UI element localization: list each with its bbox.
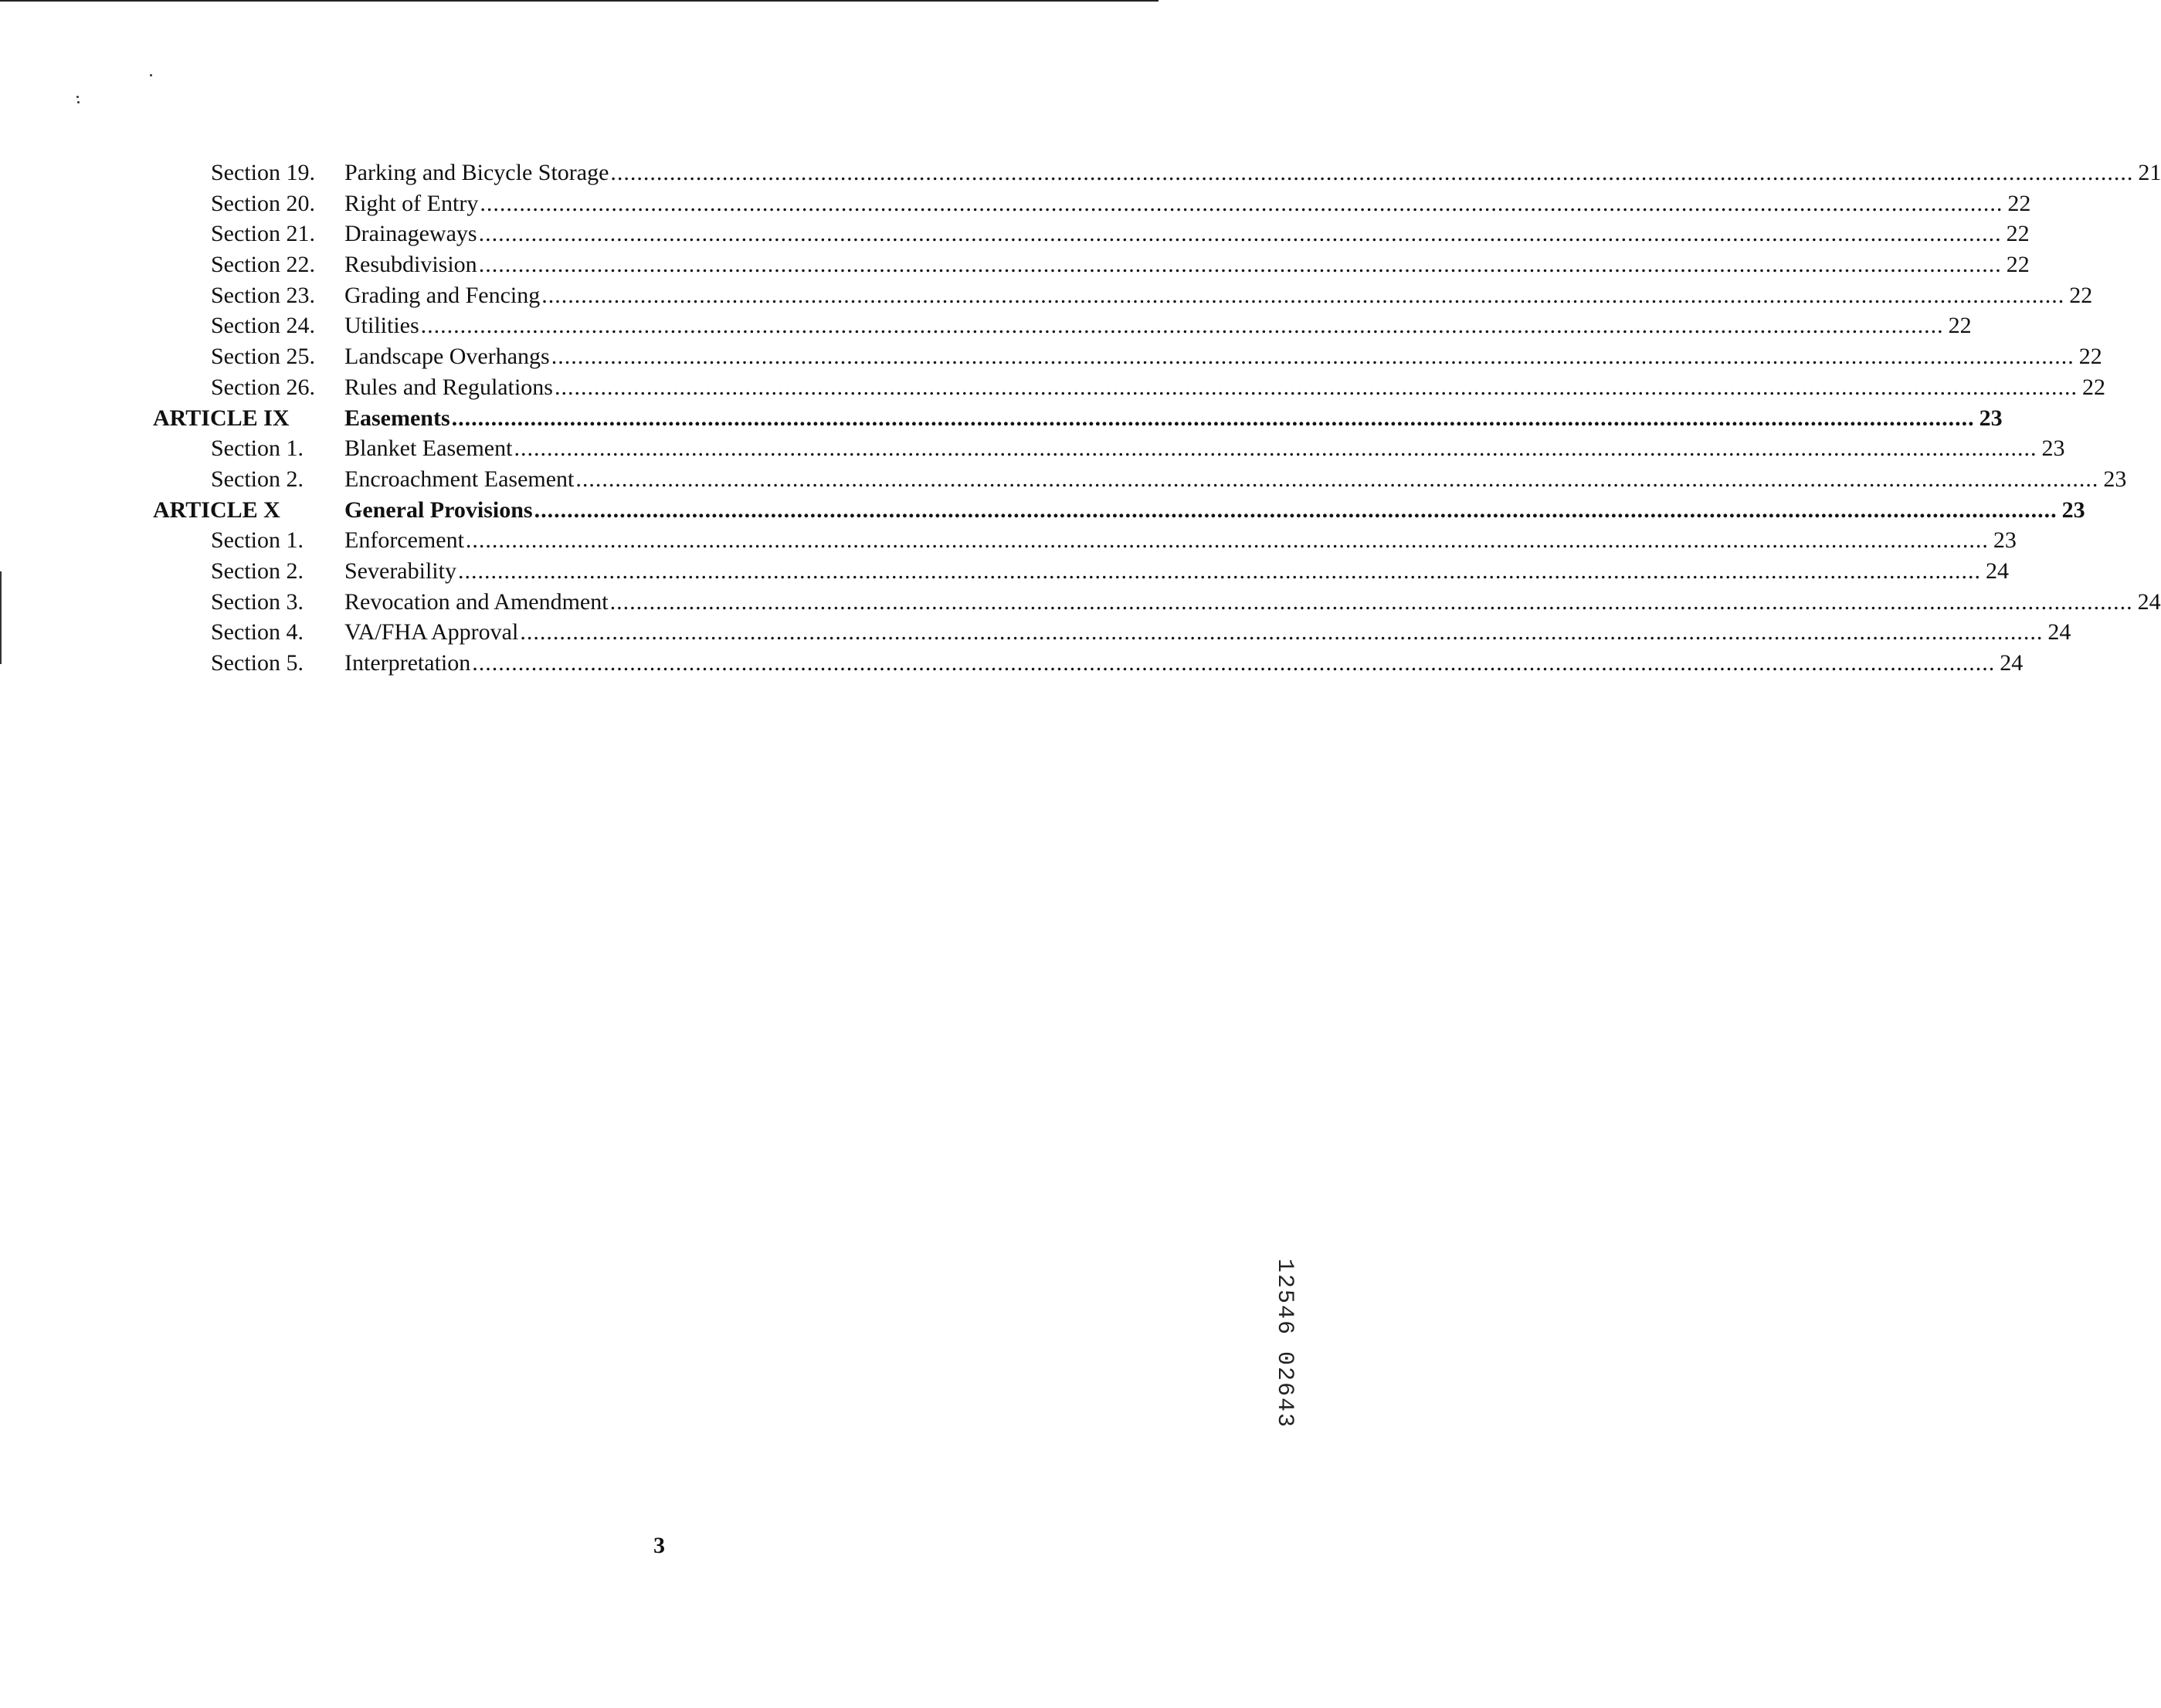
toc-entry-label: Section 26. (211, 374, 315, 400)
toc-entry (153, 219, 2030, 249)
svg-text:12546 02643: 12546 02643 (1271, 1259, 1298, 1429)
toc-entry-title: VA/FHA Approval (344, 619, 519, 646)
document-number-stamp-text (1265, 1245, 1298, 1453)
toc-entry-page: 22 (2078, 344, 2102, 370)
dot-leader (610, 587, 2133, 618)
toc-entry-label: Section 5. (211, 650, 304, 676)
toc-entry (153, 280, 2093, 311)
dot-leader (541, 280, 2064, 311)
toc-entry-label: Section 3. (211, 588, 304, 615)
toc-entry (153, 249, 2030, 280)
toc-entry-title: Enforcement (344, 527, 464, 554)
toc-entry-page: 23 (2103, 466, 2127, 492)
dot-leader (472, 648, 1995, 679)
toc-entry-label: Section 22. (211, 252, 315, 278)
toc-entry-label: Section 19. (211, 160, 315, 185)
toc-entry-label: Section 25. (211, 344, 315, 370)
toc-entry-page: 21 (2138, 160, 2161, 185)
toc-entry-title: Landscape Overhangs (344, 344, 550, 370)
toc-entry (153, 158, 2161, 188)
toc-entry (153, 587, 2161, 618)
toc-article-heading (153, 403, 2003, 434)
toc-entry (153, 648, 2024, 679)
table-of-contents (153, 158, 2161, 679)
toc-entry (153, 341, 2102, 372)
toc-entry-title: Blanket Easement (344, 435, 513, 462)
dot-leader (534, 495, 2058, 526)
toc-entry-label: Section 1. (211, 435, 304, 462)
toc-entry (153, 372, 2105, 403)
dot-leader (575, 464, 2098, 495)
dot-leader (520, 617, 2043, 648)
toc-entry-label: Section 20. (211, 190, 315, 216)
toc-entry (153, 525, 2017, 556)
dot-leader (480, 188, 2003, 219)
dot-leader (458, 556, 1981, 587)
toc-entry (153, 556, 2009, 587)
toc-entry-page: 24 (1985, 557, 2009, 584)
toc-entry-label: Section 23. (211, 282, 315, 308)
dot-leader (479, 249, 2002, 280)
toc-entry (153, 617, 2071, 648)
toc-article-heading (153, 495, 2085, 526)
toc-entry-label: Section 2. (211, 557, 304, 584)
toc-entry-label: Section 2. (211, 466, 304, 492)
scan-speck (150, 74, 152, 76)
toc-entry-page: 22 (2081, 374, 2105, 400)
dot-leader (514, 433, 2037, 464)
toc-entry-page: 23 (2061, 496, 2085, 523)
toc-entry-title: Encroachment Easement (344, 466, 575, 492)
toc-entry-label: Section 21. (211, 221, 315, 247)
toc-entry-title: Severability (344, 557, 456, 584)
scan-edge-left (0, 571, 2, 664)
toc-entry-label: ARTICLE IX (153, 405, 290, 431)
toc-entry-title: General Provisions (344, 496, 533, 523)
toc-entry-page: 23 (1993, 527, 2017, 554)
scan-speck (76, 96, 79, 98)
toc-entry-title: Revocation and Amendment (344, 588, 609, 615)
toc-entry-page: 23 (2041, 435, 2065, 462)
scan-edge-top (0, 0, 1159, 2)
toc-entry-page: 22 (2006, 221, 2030, 247)
toc-entry-page: 22 (1948, 313, 1972, 339)
toc-entry-title: Interpretation (344, 650, 471, 676)
dot-leader (551, 341, 2074, 372)
dot-leader (610, 158, 2133, 188)
toc-entry (153, 310, 1972, 341)
dot-leader (466, 525, 1989, 556)
toc-entry-page: 24 (2047, 619, 2071, 646)
toc-entry-page: 23 (1979, 405, 2003, 431)
toc-entry (153, 464, 2127, 495)
toc-entry-page: 22 (2006, 252, 2030, 278)
document-number-stamp (1265, 1245, 1298, 1453)
toc-entry-title: Right of Entry (344, 190, 479, 216)
dot-leader (479, 219, 2002, 249)
toc-entry-label: ARTICLE X (153, 496, 280, 523)
toc-entry-label: Section 1. (211, 527, 304, 554)
toc-entry-page: 22 (2069, 282, 2093, 308)
toc-entry-title: Easements (344, 405, 450, 431)
toc-entry-title: Parking and Bicycle Storage (344, 160, 609, 185)
toc-entry-title: Resubdivision (344, 252, 477, 278)
dot-leader (421, 310, 1944, 341)
toc-entry-title: Utilities (344, 313, 419, 339)
toc-entry-label: Section 4. (211, 619, 304, 646)
toc-entry-page: 24 (2137, 588, 2161, 615)
toc-entry-page: 22 (2007, 190, 2031, 216)
toc-entry-title: Grading and Fencing (344, 282, 541, 308)
toc-entry-title: Rules and Regulations (344, 374, 553, 400)
dot-leader (452, 403, 1975, 434)
dot-leader (555, 372, 2078, 403)
page-number: 3 (653, 1533, 665, 1558)
toc-entry (153, 188, 2031, 219)
toc-entry-label: Section 24. (211, 313, 315, 339)
toc-entry-title: Drainageways (344, 221, 477, 247)
toc-entry (153, 433, 2065, 464)
toc-entry-page: 24 (2000, 650, 2024, 676)
scan-speck (77, 101, 80, 103)
